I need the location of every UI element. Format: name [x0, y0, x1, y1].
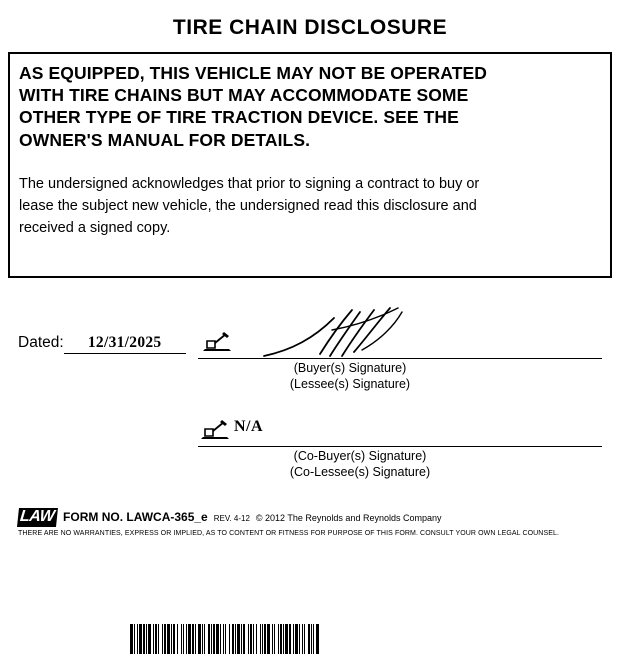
cobuyer-signature-line[interactable]	[198, 446, 602, 447]
acknowledgement-line-3: received a signed copy.	[19, 219, 171, 236]
buyer-signature-mark	[262, 306, 442, 362]
cobuyer-signature-caption	[230, 448, 490, 480]
signature-area	[0, 306, 620, 486]
document-page	[0, 16, 620, 656]
form-number: FORM NO. LAWCA-365_e	[63, 510, 208, 524]
notice-line-2: WITH TIRE CHAINS BUT MAY ACCOMMODATE SOME	[19, 85, 469, 106]
dated-row	[18, 334, 186, 354]
acknowledgement-text	[19, 173, 601, 239]
signature-pen-icon	[200, 418, 234, 442]
law-logo: LAW	[17, 508, 58, 527]
barcode	[130, 624, 490, 654]
footer-primary-line	[18, 508, 602, 527]
cobuyer-caption-line-2: (Co-Lessee(s) Signature)	[289, 465, 431, 479]
form-revision: REV. 4-12	[213, 514, 250, 523]
footer	[18, 508, 602, 537]
notice-text	[19, 62, 601, 151]
notice-line-3: OTHER TYPE OF TIRE TRACTION DEVICE. SEE THE	[19, 107, 459, 128]
footer-disclaimer: THERE ARE NO WARRANTIES, EXPRESS OR IMPLIED, AS TO CONTENT OR FITNESS FOR PURPOSE OF THIS FORM. CONSULT YOUR OWN LEGAL COUNSEL.	[18, 529, 560, 537]
barcode-bar	[319, 624, 320, 654]
buyer-caption-line-2: (Lessee(s) Signature)	[289, 377, 411, 391]
cobuyer-caption-line-1: (Co-Buyer(s) Signature)	[293, 449, 427, 463]
notice-line-1: AS EQUIPPED, THIS VEHICLE MAY NOT BE OPERATED	[19, 63, 488, 83]
acknowledgement-line-1: The undersigned acknowledges that prior to signing a contract to buy or	[19, 175, 480, 192]
notice-line-4: OWNER'S MANUAL FOR DETAILS.	[19, 129, 311, 150]
cobuyer-signature-value: N/A	[234, 418, 264, 435]
copyright-notice: © 2012 The Reynolds and Reynolds Company	[255, 513, 442, 523]
buyer-signature-caption	[220, 360, 480, 392]
buyer-caption-line-1: (Buyer(s) Signature)	[293, 361, 407, 375]
page-title: TIRE CHAIN DISCLOSURE	[172, 16, 448, 39]
date-field[interactable]: 12/31/2025	[64, 334, 186, 354]
signature-pen-icon	[202, 330, 236, 354]
disclosure-box	[8, 52, 612, 278]
acknowledgement-line-2: lease the subject new vehicle, the undersigned read this disclosure and	[19, 197, 477, 214]
dated-label: Dated:	[18, 334, 64, 351]
